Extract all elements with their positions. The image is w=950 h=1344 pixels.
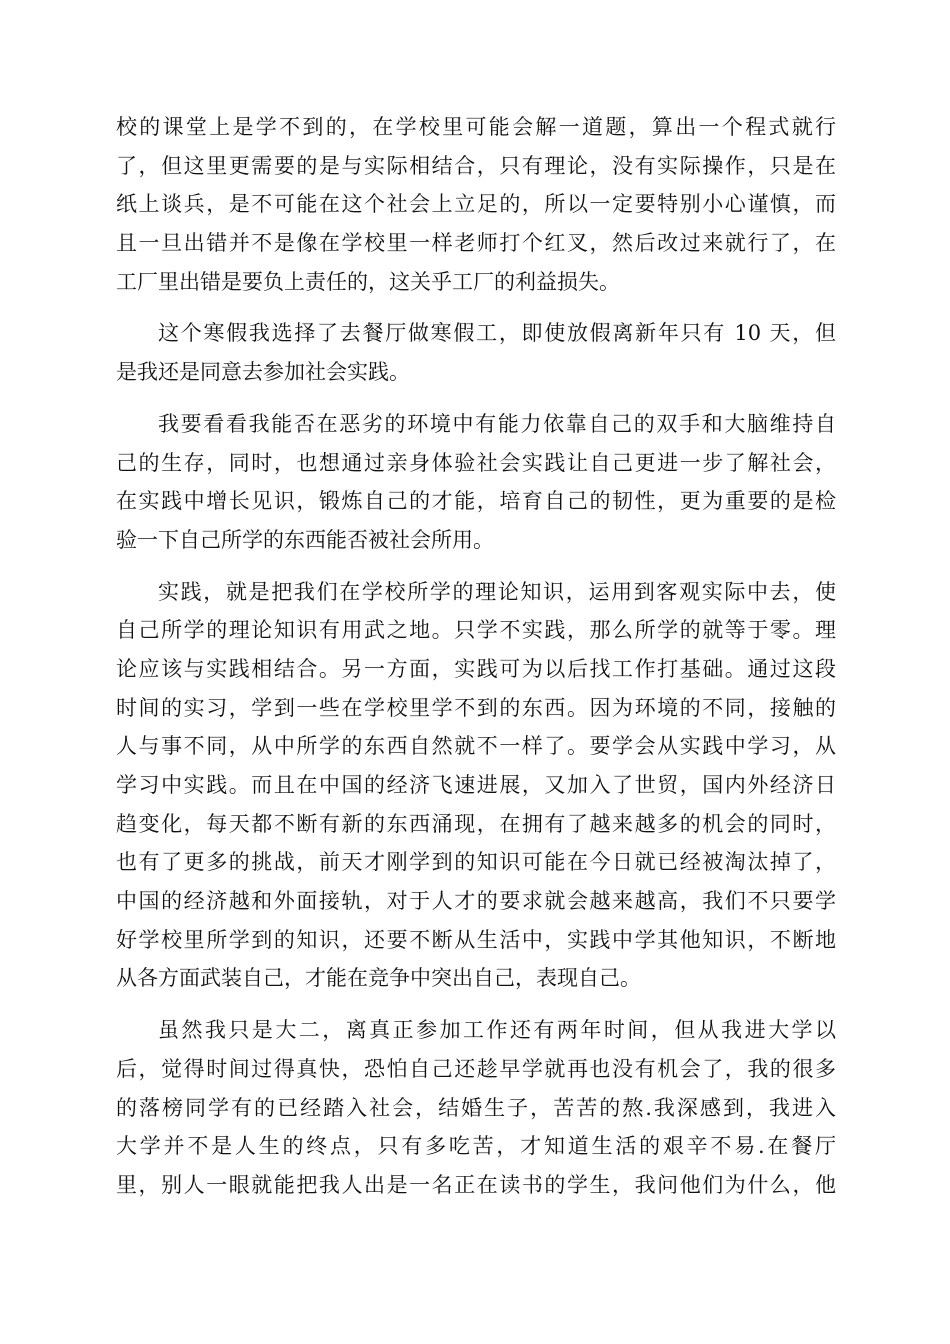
text-line: 好学校里所学到的知识，还要不断从生活中，实践中学其他知识，不断地 — [116, 927, 836, 952]
text-line: 工厂里出错是要负上责任的，这关乎工厂的利益损失。 — [116, 269, 620, 294]
text-line: 实践，就是把我们在学校所学的理论知识，运用到客观实际中去，使 — [158, 579, 836, 604]
text-line: 里，别人一眼就能把我人出是一名正在读书的学生，我问他们为什么，他 — [116, 1172, 836, 1197]
text-line: 人与事不同，从中所学的东西自然就不一样了。要学会从实践中学习，从 — [116, 734, 836, 759]
paragraph — [116, 314, 836, 391]
paragraph-gap — [116, 392, 836, 405]
text-line: 验一下自己所学的东西能否被社会所用。 — [116, 527, 494, 552]
text-line: 从各方面武装自己，才能在竞争中突出自己，表现自己。 — [116, 966, 641, 991]
paragraph — [116, 573, 836, 999]
paragraph-gap — [116, 998, 836, 1011]
document-page — [116, 108, 836, 1205]
text-line: 也有了更多的挑战，前天才刚学到的知识可能在今日就已经被淘汰掉了， — [116, 850, 836, 875]
text-line: 校的课堂上是学不到的，在学校里可能会解一道题，算出一个程式就行 — [116, 115, 836, 139]
text-line: 且一旦出错并不是像在学校里一样老师打个红叉，然后改过来就行了，在 — [116, 231, 836, 256]
text-line: 这个寒假我选择了去餐厅做寒假工，即使放假离新年只有 10 天，但 — [158, 321, 836, 346]
text-line: 在实践中增长见识，锻炼自己的才能，培育自己的韧性，更为重要的是检 — [116, 489, 836, 514]
text-line: 后，觉得时间过得真快，恐怕自己还趁早学就再也没有机会了，我的很多 — [116, 1056, 836, 1081]
text-line: 自己所学的理论知识有用武之地。只学不实践，那么所学的就等于零。理 — [116, 618, 836, 643]
text-line: 纸上谈兵，是不可能在这个社会上立足的，所以一定要特别小心谨慎，而 — [116, 192, 836, 217]
text-line: 中国的经济越和外面接轨，对于人才的要求就会越来越高，我们不只要学 — [116, 889, 836, 914]
text-line: 虽然我只是大二，离真正参加工作还有两年时间，但从我进大学以 — [158, 1018, 836, 1043]
paragraph — [116, 1011, 836, 1204]
paragraph-gap — [116, 301, 836, 314]
text-line: 己的生存，同时，也想通过亲身体验社会实践让自己更进一步了解社会， — [116, 450, 836, 475]
text-line: 的落榜同学有的已经踏入社会，结婚生子，苦苦的熬.我深感到，我进入 — [116, 1095, 836, 1120]
paragraph — [116, 405, 836, 560]
text-line: 是我还是同意去参加社会实践。 — [116, 360, 410, 385]
text-line: 了，但这里更需要的是与实际相结合，只有理论，没有实际操作，只是在 — [116, 153, 836, 178]
text-line: 时间的实习，学到一些在学校里学不到的东西。因为环境的不同，接触的 — [116, 695, 836, 720]
text-line: 大学并不是人生的终点，只有多吃苦，才知道生活的艰辛不易.在餐厅 — [116, 1134, 836, 1159]
paragraph-gap — [116, 560, 836, 573]
paragraph — [116, 108, 836, 301]
text-line: 论应该与实践相结合。另一方面，实践可为以后找工作打基础。通过这段 — [116, 656, 836, 681]
text-line: 趋变化，每天都不断有新的东西涌现，在拥有了越来越多的机会的同时， — [116, 811, 836, 836]
text-line: 我要看看我能否在恶劣的环境中有能力依靠自己的双手和大脑维持自 — [158, 411, 836, 436]
text-line: 学习中实践。而且在中国的经济飞速进展，又加入了世贸，国内外经济日 — [116, 773, 836, 797]
